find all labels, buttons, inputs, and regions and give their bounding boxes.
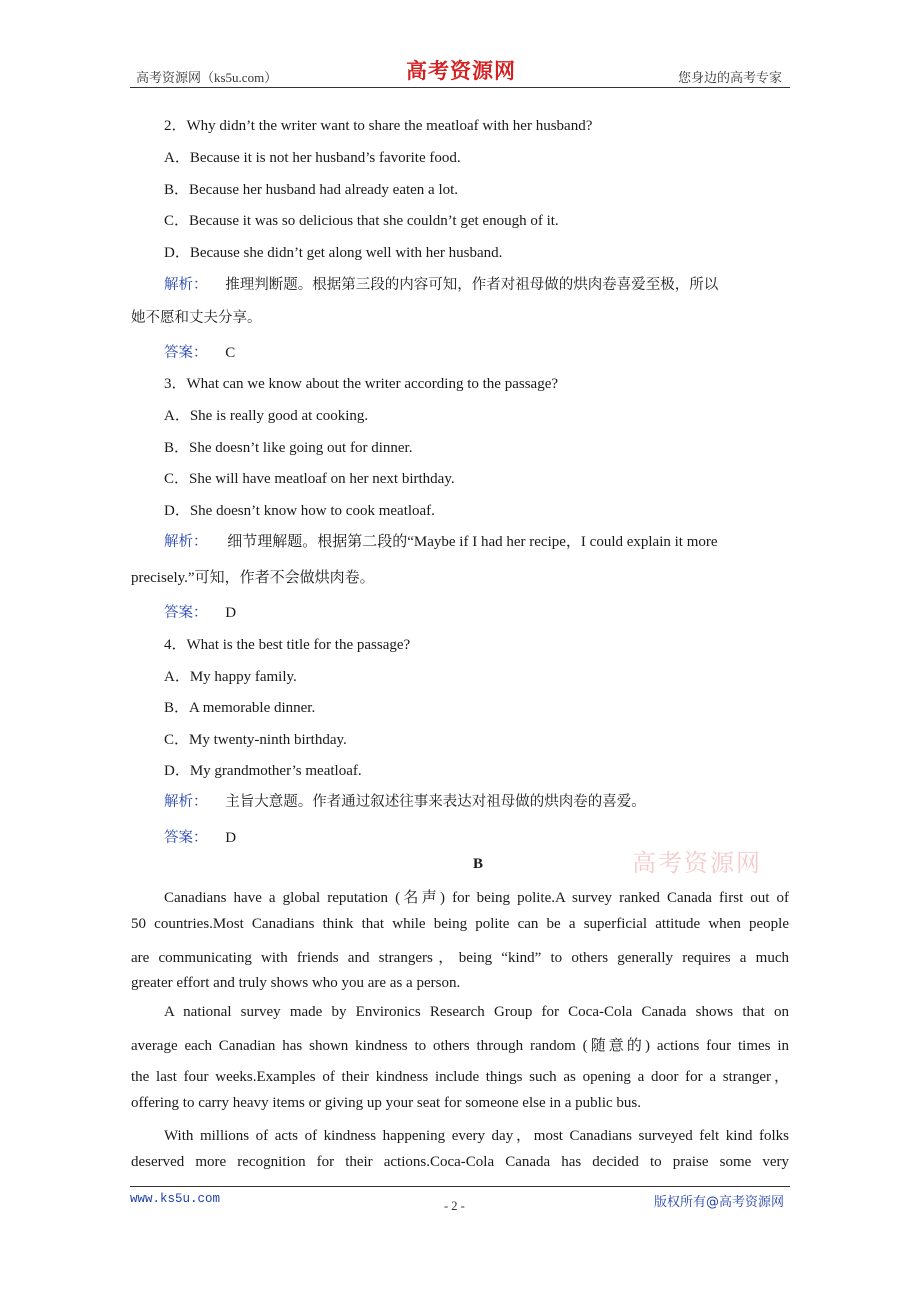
answer-label: 答案： [164,830,208,846]
footer-website-link[interactable]: www.ks5u.com [130,1192,221,1206]
analysis-label: 解析： [164,794,208,810]
q2-option-c: C．Because it was so delicious that she couldn’t get enough of it. [164,213,559,229]
page-number: - 2 - [444,1199,465,1213]
q4-answer [164,826,236,847]
q3-analysis-text: 细节理解题。根据第二段的“Maybe if I had her recipe，I could explain it more [227,534,718,550]
q3-answer-value: D [225,605,237,621]
passage-p3-line1: With millions of acts of kindness happening every day，most Canadians surveyed felt kind folks [164,1128,789,1144]
q3-option-d: D．She doesn’t know how to cook meatloaf. [164,503,435,519]
header-slogan: 您身边的高考专家 [677,70,782,85]
analysis-label: 解析： [164,277,208,293]
q4-analysis [164,790,646,811]
q2-analysis-text: 推理判断题。根据第三段的内容可知，作者对祖母做的烘肉卷喜爱至极，所以 [225,277,719,293]
q3-option-c: C．She will have meatloaf on her next birthday. [164,471,455,487]
passage-p1-line1: Canadians have a global reputation (名声) for being polite.A survey ranked Canada first out of [164,890,789,906]
q2-answer [164,341,235,362]
q4-option-c: C．My twenty-ninth birthday. [164,732,347,748]
passage-p2-line1: A national survey made by Environics Research Group for Coca-Cola Canada shows that on [164,1004,789,1020]
q2-option-d: D．Because she didn’t get along well with her husband. [164,245,503,261]
q2-analysis-cont: 她不愿和丈夫分享。 [131,310,262,326]
q3-option-b: B．She doesn’t like going out for dinner. [164,440,413,456]
q4-answer-value: D [225,830,237,846]
q3-stem: 3．What can we know about the writer according to the passage? [164,376,559,392]
passage-p3-line2: deserved more recognition for their actions.Coca-Cola Canada has decided to praise some very [131,1154,789,1170]
q4-option-b: B．A memorable dinner. [164,700,316,716]
q2-answer-value: C [225,345,236,361]
passage-p1-line4: greater effort and truly shows who you are as a person. [131,975,461,991]
passage-p1-line2: 50 countries.Most Canadians think that while being polite can be a superficial attitude when people [131,916,789,932]
page-footer [130,1186,790,1217]
analysis-label: 解析： [164,534,208,550]
q4-option-a: A．My happy family. [164,669,297,685]
passage-p2-line2: average each Canadian has shown kindness to others through random (随意的) actions four times in [131,1038,789,1054]
q2-option-b: B．Because her husband had already eaten a lot. [164,182,459,198]
answer-label: 答案： [164,605,208,621]
section-title: B [472,856,483,872]
q2-option-a: A．Because it is not her husband’s favorite food. [164,150,461,166]
q2-stem: 2．Why didn’t the writer want to share the meatloaf with her husband? [164,118,593,134]
q4-analysis-text: 主旨大意题。作者通过叙述往事来表达对祖母做的烘肉卷的喜爱。 [225,794,646,810]
header-logo: 高考资源网 [406,59,516,83]
q3-answer [164,601,236,622]
q3-option-a: A．She is really good at cooking. [164,408,369,424]
passage-p2-line4: offering to carry heavy items or giving up your seat for someone else in a public bus. [131,1095,642,1111]
header-site-name: 高考资源网（ks5u.com） [136,70,278,85]
q3-analysis-cont: precisely.”可知，作者不会做烘肉卷。 [131,570,375,586]
q2-analysis [164,273,718,294]
page-header [130,55,790,88]
q4-stem: 4．What is the best title for the passage? [164,637,411,653]
q3-analysis [164,530,718,551]
passage-p2-line3: the last four weeks.Examples of their kindness include things such as opening a door for a stranger， [131,1069,789,1085]
passage-p1-line3: are communicating with friends and strangers，being “kind” to others generally requires a much [131,950,789,966]
watermark: 高考资源网 [632,849,762,877]
answer-label: 答案： [164,345,208,361]
footer-copyright: 版权所有@高考资源网 [653,1195,784,1210]
q4-option-d: D．My grandmother’s meatloaf. [164,763,362,779]
